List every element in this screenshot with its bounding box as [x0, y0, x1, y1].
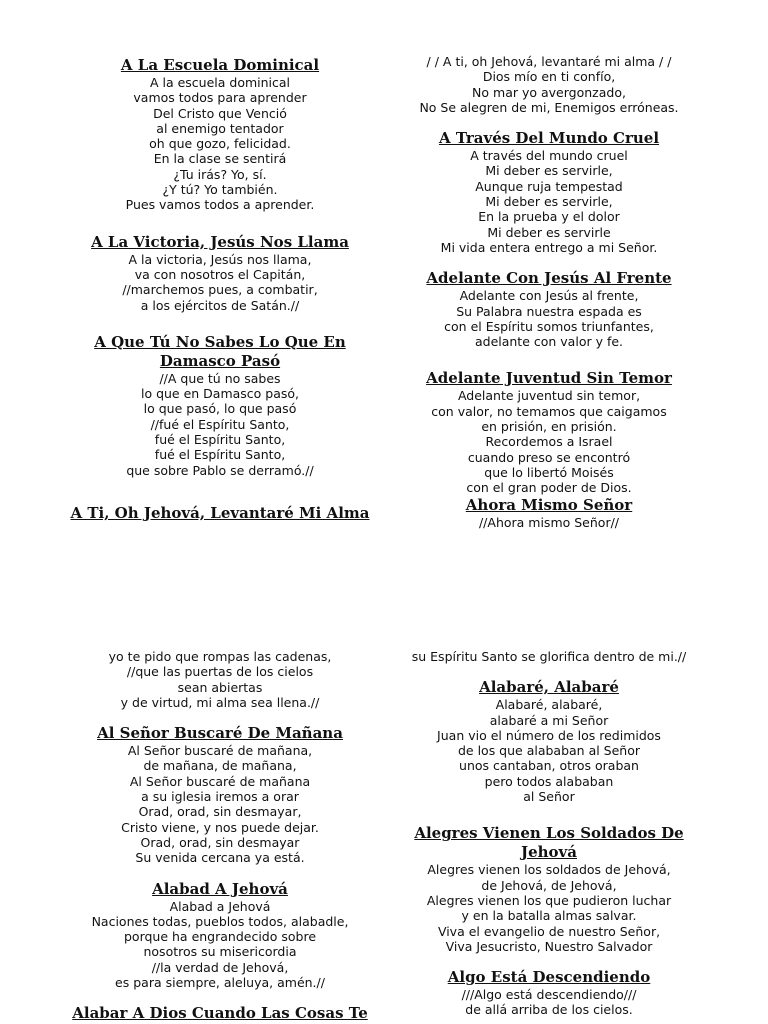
lyric-line: de Jehová, de Jehová, — [481, 877, 617, 893]
lyric-line: //Ahora mismo Señor// — [478, 514, 620, 530]
lyric-line: que sobre Pablo se derramó.// — [126, 462, 314, 478]
lyric-line: cuando preso se encontró — [467, 449, 631, 465]
song-lyrics-continued — [378, 54, 720, 115]
lyric-line: Juan vio el número de los redimidos — [437, 727, 661, 743]
lyric-line: de los que alababan al Señor — [457, 743, 641, 759]
song-title: A La Victoria, Jesús Nos Llama — [91, 232, 349, 251]
lyric-line: //la verdad de Jehová, — [151, 959, 289, 975]
lyric-line: con valor, no temamos que caigamos — [431, 403, 667, 419]
song — [40, 504, 400, 523]
lyric-line: Orad, orad, sin desmayar — [140, 834, 300, 850]
song-title: Adelante Con Jesús Al Frente — [426, 269, 672, 288]
lyric-line: ¿Y tú? Yo también. — [162, 182, 278, 198]
lyric-line: / / A ti, oh Jehová, levantaré mi alma / / — [426, 54, 672, 69]
lyric-line: fué el Espíritu Santo, — [154, 432, 286, 448]
song-title: A Ti, Oh Jehová, Levantaré Mi Alma — [70, 503, 370, 522]
lyric-line: Aunque ruja tempestad — [475, 178, 623, 194]
song-title: Alabar A Dios Cuando Las Cosas Te — [72, 1004, 368, 1023]
lyric-line: oh que gozo, felicidad. — [149, 136, 291, 152]
song-lyrics — [378, 388, 720, 495]
lyric-line: al enemigo tentador — [156, 120, 284, 136]
lyric-line: y en la batalla almas salvar. — [461, 908, 637, 924]
lyric-line: lo que en Damasco pasó, — [140, 386, 300, 402]
lyric-line: Su Palabra nuestra espada es — [456, 303, 642, 319]
lyric-line: Mi deber es servirle, — [485, 194, 613, 210]
song-title-line: Jehová — [521, 843, 577, 862]
lyric-line: Alegres vienen los soldados de Jehová, — [427, 862, 671, 878]
lyric-line: fué el Espíritu Santo, — [154, 447, 286, 463]
lyric-line: a los ejércitos de Satán.// — [140, 297, 300, 313]
column-bottom-left — [40, 649, 400, 1023]
lyric-line: Dios mío en ti confío, — [482, 69, 616, 85]
lyric-line: No Se alegren de mi, Enemigos erróneas. — [419, 99, 679, 115]
lyric-line: //marchemos pues, a combatir, — [122, 282, 318, 298]
lyric-line: A través del mundo cruel — [470, 148, 628, 164]
song-title: Al Señor Buscaré De Mañana — [97, 724, 343, 743]
lyric-line: alabaré a mi Señor — [489, 712, 609, 728]
lyric-line: Viva Jesucristo, Nuestro Salvador — [445, 938, 653, 954]
song — [378, 129, 720, 255]
lyric-line: es para siempre, aleluya, amén.// — [115, 975, 325, 991]
lyric-line: Adelante juventud sin temor, — [457, 388, 641, 404]
song — [40, 56, 400, 213]
song — [40, 333, 400, 478]
lyric-line: Al Señor buscaré de mañana, — [127, 743, 313, 759]
lyric-line: Viva el evangelio de nuestro Señor, — [437, 923, 661, 939]
lyric-line: nosotros su misericordia — [143, 944, 297, 960]
lyric-line: vamos todos para aprender — [133, 90, 307, 106]
lyric-line: adelante con valor y fe. — [474, 334, 624, 350]
lyric-line: En la clase se sentirá — [153, 151, 287, 167]
song — [378, 678, 720, 804]
song — [378, 496, 720, 530]
song-title: Algo Está Descendiendo — [447, 968, 651, 987]
song-title: Ahora Mismo Señor — [465, 495, 633, 514]
lyric-line: va con nosotros el Capitán, — [134, 266, 306, 282]
lyric-line: Naciones todas, pueblos todos, alabadle, — [91, 913, 349, 929]
column-top-right — [378, 54, 720, 530]
song — [40, 724, 400, 865]
lyric-line: con el gran poder de Dios. — [466, 480, 632, 496]
song-lyrics — [378, 862, 720, 954]
lyric-line: lo que pasó, lo que pasó — [143, 401, 297, 417]
song — [40, 880, 400, 991]
lyric-line: //A que tú no sabes — [159, 370, 281, 386]
lyric-line: al Señor — [523, 789, 575, 805]
lyric-line: //fué el Espíritu Santo, — [150, 416, 290, 432]
song-lyrics — [40, 743, 400, 865]
song-title: A Través Del Mundo Cruel — [438, 129, 660, 148]
lyric-line: Alabaré, alabaré, — [495, 697, 603, 713]
lyric-line: Al Señor buscaré de mañana — [129, 773, 311, 789]
lyric-line: Alabad a Jehová — [169, 898, 271, 914]
lyric-line: A la escuela dominical — [149, 75, 291, 90]
song-lyrics — [40, 252, 400, 313]
song-title-line: Damasco Pasó — [159, 351, 281, 370]
song-title: Alabaré, Alabaré — [479, 678, 619, 697]
song — [40, 233, 400, 313]
lyric-line: Su venida cercana ya está. — [135, 850, 305, 866]
song-title — [40, 333, 400, 371]
song-lyrics — [378, 515, 720, 530]
song — [378, 369, 720, 495]
lyric-line: Orad, orad, sin desmayar, — [138, 804, 302, 820]
song-title — [378, 824, 720, 862]
lyric-line: ///Algo está descendiendo/// — [461, 987, 637, 1003]
song — [378, 269, 720, 349]
lyric-line: y de virtud, mi alma sea llena.// — [120, 694, 320, 710]
lyric-line: //que las puertas de los cielos — [126, 664, 314, 680]
song — [378, 968, 720, 1018]
lyric-line: En la prueba y el dolor — [478, 209, 620, 225]
lyric-line: A la victoria, Jesús nos llama, — [128, 251, 312, 267]
song-lyrics-continued — [378, 649, 720, 664]
song-title: A La Escuela Dominical — [120, 56, 320, 74]
lyric-line: Del Cristo que Venció — [153, 105, 287, 121]
song-lyrics — [40, 75, 400, 213]
lyric-line: Mi vida entera entrego a mi Señor. — [440, 239, 658, 255]
lyric-line: que lo libertó Moisés — [484, 464, 614, 480]
lyric-line: Cristo viene, y nos puede dejar. — [121, 819, 319, 835]
lyric-line: Mi deber es servirle, — [485, 163, 613, 179]
song-lyrics — [378, 987, 720, 1018]
lyric-line: de mañana, de mañana, — [143, 758, 297, 774]
song-title-line: Alegres Vienen Los Soldados De — [414, 824, 684, 843]
lyric-line: No mar yo avergonzado, — [472, 84, 626, 100]
lyric-line: Recordemos a Israel — [485, 434, 613, 450]
song-title-line: A Que Tú No Sabes Lo Que En — [94, 332, 346, 351]
lyric-line: Pues vamos todos a aprender. — [125, 197, 315, 213]
lyric-line: Mi deber es servirle — [487, 224, 611, 240]
song — [40, 1004, 400, 1023]
song-lyrics — [40, 899, 400, 991]
song — [378, 824, 720, 954]
song-lyrics — [378, 288, 720, 349]
song-title: Adelante Juventud Sin Temor — [426, 369, 672, 388]
lyric-line: su Espíritu Santo se glorifica dentro de mi.// — [411, 649, 687, 664]
lyric-line: sean abiertas — [177, 679, 263, 695]
column-top-left — [40, 56, 400, 523]
song-lyrics — [378, 697, 720, 804]
column-bottom-right — [378, 649, 720, 1018]
lyric-line: de allá arriba de los cielos. — [465, 1002, 633, 1018]
song-lyrics — [40, 371, 400, 478]
lyric-line: a su iglesia iremos a orar — [141, 789, 299, 805]
lyric-line: Alegres vienen los que pudieron luchar — [426, 892, 672, 908]
lyric-line: unos cantaban, otros oraban — [459, 758, 639, 774]
lyric-line: en prisión, en prisión. — [481, 419, 617, 435]
lyric-line: yo te pido que rompas las cadenas, — [108, 649, 332, 664]
song-lyrics-continued — [40, 649, 400, 710]
lyric-line: ¿Tu irás? Yo, sí. — [173, 166, 267, 182]
lyric-line: con el Espíritu somos triunfantes, — [444, 318, 654, 334]
song-title: Alabad A Jehová — [152, 879, 288, 898]
lyric-line: Adelante con Jesús al frente, — [459, 288, 639, 304]
lyric-line: porque ha engrandecido sobre — [123, 929, 317, 945]
lyric-line: pero todos alababan — [484, 773, 614, 789]
song-lyrics — [378, 148, 720, 255]
